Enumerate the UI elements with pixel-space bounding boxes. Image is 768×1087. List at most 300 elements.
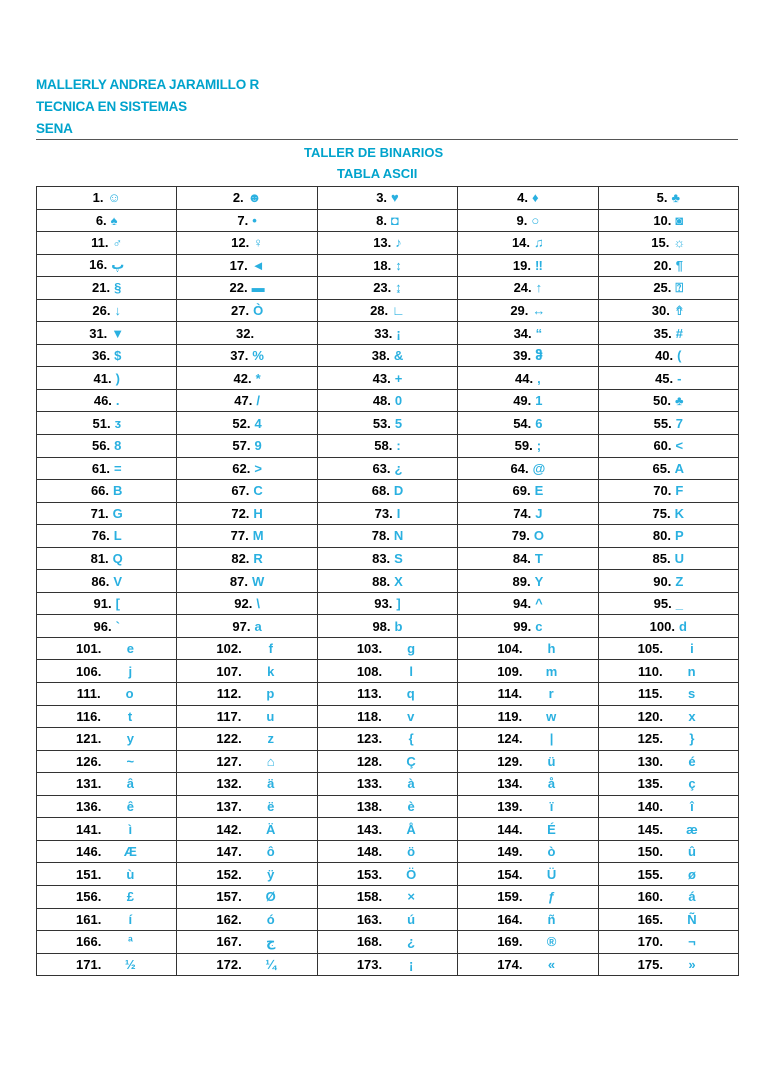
ascii-character: ú (407, 911, 416, 927)
ascii-cell (598, 592, 738, 615)
ascii-cell (37, 885, 177, 908)
ascii-cell (317, 570, 457, 593)
ascii-code: 49. (513, 393, 532, 409)
ascii-character: h (547, 641, 556, 657)
ascii-character: % (252, 348, 264, 364)
ascii-cell (598, 953, 738, 976)
ascii-code: 175. (637, 956, 663, 972)
ascii-character: : (396, 438, 401, 454)
table-row (37, 457, 739, 480)
ascii-cell (317, 795, 457, 818)
table-row (37, 547, 739, 570)
ascii-code: 168. (356, 934, 383, 950)
ascii-character: o (125, 686, 134, 702)
ascii-code: 111. (76, 686, 101, 702)
ascii-code: 81. (90, 551, 109, 567)
ascii-cell (177, 683, 317, 706)
ascii-character: ƒ (547, 889, 556, 905)
ascii-code: 120. (637, 708, 663, 724)
table-row (37, 209, 739, 232)
ascii-cell (598, 547, 738, 570)
ascii-code: 19. (512, 257, 531, 273)
ascii-character: 7 (675, 415, 683, 431)
ascii-code: 160. (637, 889, 663, 905)
ascii-character: Ò (253, 303, 264, 318)
ascii-code: 142. (216, 821, 242, 837)
ascii-cell (37, 931, 177, 954)
ascii-cell (177, 750, 317, 773)
ascii-character: ↔ (532, 303, 546, 318)
ascii-code: 166. (76, 934, 102, 950)
ascii-cell (598, 908, 738, 931)
ascii-code: 161. (76, 911, 102, 927)
ascii-character: ↑ (535, 280, 543, 296)
ascii-character: 6 (535, 415, 543, 431)
ascii-cell (317, 525, 457, 548)
ascii-code: 38. (371, 348, 390, 364)
ascii-character: Ä (266, 821, 276, 837)
ascii-character: q (406, 686, 415, 702)
ascii-code: 86. (91, 573, 110, 589)
ascii-code: 15. (651, 235, 670, 251)
ascii-character: m (545, 663, 558, 679)
ascii-cell (177, 209, 317, 232)
ascii-cell (598, 795, 738, 818)
ascii-character: ¬ (688, 934, 696, 950)
ascii-cell (317, 457, 457, 480)
ascii-code: 154. (497, 866, 523, 882)
ascii-cell (37, 660, 177, 683)
ascii-character: @ (532, 460, 546, 476)
ascii-character: â (126, 776, 134, 792)
table-row (37, 525, 739, 548)
ascii-cell (317, 502, 457, 525)
ascii-cell (458, 795, 598, 818)
ascii-character: , (537, 370, 541, 386)
ascii-code: 122. (216, 731, 242, 747)
ascii-code: 105. (637, 641, 663, 657)
author-name: MALLERLY ANDREA JARAMILLO R (36, 77, 260, 92)
ascii-code: 148. (356, 844, 383, 860)
table-row (37, 637, 739, 660)
ascii-cell (317, 367, 457, 390)
table-row (37, 367, 739, 390)
ascii-code: 36. (92, 348, 111, 364)
ascii-character: G (112, 505, 123, 521)
ascii-character: r (548, 686, 554, 702)
ascii-cell (598, 637, 738, 660)
ascii-cell (598, 299, 738, 322)
ascii-cell (37, 187, 177, 210)
ascii-code: 9. (516, 212, 528, 228)
ascii-character: ♂ (112, 235, 123, 251)
ascii-cell (458, 502, 598, 525)
ascii-cell (317, 660, 457, 683)
table-title: TABLA ASCII (337, 166, 418, 181)
ascii-character: ä (267, 776, 275, 792)
ascii-code: 131. (76, 776, 102, 792)
document-header (36, 74, 259, 140)
ascii-code: 22. (229, 280, 248, 296)
header-divider (36, 139, 738, 140)
ascii-cell (598, 322, 738, 345)
ascii-cell (177, 344, 317, 367)
ascii-code: 169. (497, 934, 523, 950)
ascii-cell (177, 457, 317, 480)
ascii-character: S (394, 551, 403, 567)
ascii-character: ù (126, 866, 135, 882)
ascii-cell (458, 840, 598, 863)
ascii-code: 6. (95, 212, 107, 228)
ascii-character: D (393, 483, 404, 499)
ascii-code: 95. (653, 596, 672, 612)
ascii-cell (177, 637, 317, 660)
ascii-cell (598, 863, 738, 886)
ascii-character: î (690, 799, 694, 815)
ascii-character: * (255, 370, 261, 386)
ascii-code: 155. (637, 866, 663, 882)
ascii-cell (37, 683, 177, 706)
ascii-character: [ (115, 596, 120, 612)
ascii-cell (598, 525, 738, 548)
ascii-code: 71. (90, 505, 109, 521)
ascii-code: 163. (356, 911, 383, 927)
ascii-code: 37. (230, 348, 249, 364)
ascii-code: 60. (653, 438, 672, 454)
table-row (37, 773, 739, 796)
ascii-code: 106. (76, 663, 102, 679)
ascii-character: 9 (254, 438, 262, 454)
table-row (37, 931, 739, 954)
ascii-character: ½ (124, 956, 136, 972)
ascii-code: 126. (76, 753, 102, 769)
ascii-character: ; (536, 438, 542, 454)
ascii-character: 1 (535, 393, 543, 409)
ascii-code: 108. (356, 663, 383, 679)
ascii-cell (458, 660, 598, 683)
ascii-cell (598, 728, 738, 751)
ascii-code: 13. (373, 235, 392, 251)
ascii-character: Ö (406, 866, 417, 882)
ascii-cell (598, 435, 738, 458)
table-row (37, 480, 739, 503)
ascii-code: 132. (216, 776, 242, 792)
ascii-cell (37, 389, 177, 412)
ascii-character: ⌂ (266, 753, 275, 769)
ascii-code: 67. (231, 483, 250, 499)
ascii-code: 96. (93, 618, 112, 634)
ascii-character: J (535, 505, 543, 521)
ascii-cell (458, 322, 598, 345)
ascii-cell (317, 818, 457, 841)
ascii-code: 102. (216, 641, 242, 657)
ascii-character: K (674, 505, 685, 521)
ascii-cell (177, 547, 317, 570)
ascii-code: 100. (649, 618, 675, 634)
ascii-code: 125. (637, 731, 663, 747)
ascii-cell (37, 457, 177, 480)
ascii-cell (458, 863, 598, 886)
ascii-cell (598, 209, 738, 232)
ascii-code: 80. (652, 528, 671, 544)
ascii-character: ~ (126, 753, 135, 769)
ascii-cell (458, 592, 598, 615)
ascii-character: ( (677, 348, 682, 364)
ascii-cell (317, 299, 457, 322)
ascii-code: 85. (652, 551, 671, 567)
table-row (37, 389, 739, 412)
ascii-cell (598, 683, 738, 706)
ascii-cell (598, 840, 738, 863)
ascii-code: 45. (655, 370, 674, 386)
ascii-character: Ñ (687, 911, 697, 927)
ascii-code: 137. (216, 799, 242, 815)
ascii-character: ò (547, 844, 556, 860)
ascii-character: ▬ (251, 280, 265, 296)
ascii-character: E (534, 483, 544, 499)
ascii-code: 99. (513, 618, 532, 634)
ascii-code: 121. (76, 731, 102, 747)
ascii-cell (37, 480, 177, 503)
ascii-cell (37, 705, 177, 728)
ascii-character: ▼ (111, 325, 125, 341)
ascii-code: 3. (376, 190, 388, 206)
ascii-code: 39. (513, 347, 532, 363)
ascii-character: } (689, 731, 695, 747)
ascii-character: ì (128, 821, 133, 837)
ascii-cell (317, 209, 457, 232)
ascii-cell (458, 885, 598, 908)
ascii-cell (458, 637, 598, 660)
ascii-cell (598, 480, 738, 503)
table-row (37, 322, 739, 345)
ascii-character: g (407, 641, 416, 657)
ascii-character: ↓ (114, 303, 121, 318)
ascii-character: ¡ (408, 956, 414, 972)
ascii-cell (458, 457, 598, 480)
ascii-cell (177, 953, 317, 976)
ascii-cell (317, 863, 457, 886)
ascii-code: 74. (513, 505, 532, 521)
ascii-cell (37, 547, 177, 570)
ascii-cell (317, 728, 457, 751)
ascii-code: 40. (655, 348, 674, 364)
ascii-code: 23. (373, 280, 392, 296)
ascii-character: X (394, 573, 403, 589)
ascii-character: F (675, 483, 684, 499)
ascii-character: $ (114, 348, 122, 364)
ascii-code: 156. (76, 889, 102, 905)
ascii-code: 64. (510, 460, 529, 476)
ascii-code: 28. (370, 303, 389, 318)
ascii-cell (177, 660, 317, 683)
ascii-character: b (394, 618, 403, 634)
ascii-code: 118. (357, 708, 382, 724)
ascii-cell (458, 480, 598, 503)
ascii-cell (317, 750, 457, 773)
table-row (37, 344, 739, 367)
ascii-table-body (37, 187, 739, 976)
ascii-character: > (254, 460, 262, 476)
ascii-code: 140. (637, 799, 663, 815)
document-title: TALLER DE BINARIOS (304, 145, 444, 160)
ascii-cell (177, 187, 317, 210)
ascii-code: 21. (92, 280, 111, 296)
ascii-cell (458, 525, 598, 548)
ascii-cell (37, 773, 177, 796)
table-row (37, 615, 739, 638)
table-row (37, 750, 739, 773)
ascii-character: ç (688, 776, 696, 792)
ascii-character: ¼ (265, 956, 277, 972)
table-row (37, 683, 739, 706)
ascii-cell (177, 931, 317, 954)
ascii-cell (177, 435, 317, 458)
ascii-code: 70. (653, 483, 672, 499)
ascii-code: 147. (216, 844, 242, 860)
ascii-character: ` (115, 618, 120, 634)
ascii-character: { (408, 731, 414, 747)
ascii-cell (37, 615, 177, 638)
ascii-cell (37, 818, 177, 841)
ascii-character: û (687, 844, 696, 860)
ascii-cell (177, 502, 317, 525)
ascii-cell (598, 457, 738, 480)
ascii-code: 150. (637, 844, 663, 860)
ascii-code: 62. (232, 460, 251, 476)
ascii-code: 8. (376, 212, 387, 228)
ascii-code: 69. (512, 483, 531, 499)
ascii-character: ⇮ (673, 302, 685, 318)
ascii-code: 46. (93, 393, 112, 409)
ascii-character: ♀ (253, 235, 263, 251)
ascii-cell (458, 931, 598, 954)
ascii-code: 128. (356, 753, 383, 769)
table-row (37, 299, 739, 322)
ascii-cell (598, 570, 738, 593)
ascii-code: 84. (512, 551, 531, 567)
ascii-cell (37, 412, 177, 435)
ascii-code: 75. (652, 505, 671, 521)
ascii-character: P (674, 528, 684, 544)
ascii-character: • (252, 212, 257, 228)
ascii-cell (598, 344, 738, 367)
ascii-character: ჵ (535, 347, 543, 363)
ascii-code: 27. (230, 303, 250, 318)
ascii-character: Z (675, 573, 684, 589)
ascii-code: 109. (497, 663, 523, 679)
ascii-character: è (407, 799, 415, 815)
ascii-code: 72. (231, 505, 250, 521)
ascii-character: Å (406, 821, 416, 837)
ascii-character: Ø (265, 889, 276, 905)
ascii-character: ¿ (407, 934, 416, 950)
ascii-character: à (407, 776, 415, 792)
ascii-code: 83. (372, 551, 391, 567)
ascii-code: 5. (656, 190, 668, 206)
table-row (37, 660, 739, 683)
ascii-character: ¶ (675, 257, 683, 273)
ascii-code: 158. (356, 889, 383, 905)
table-row (37, 277, 739, 300)
ascii-code: 146. (76, 844, 102, 860)
ascii-cell (317, 412, 457, 435)
ascii-character: ○ (531, 212, 540, 228)
ascii-character: = (113, 460, 122, 476)
ascii-character: × (407, 889, 415, 905)
ascii-cell (598, 277, 738, 300)
ascii-code: 18. (373, 257, 392, 273)
ascii-code: 43. (372, 370, 391, 386)
ascii-code: 123. (356, 731, 383, 747)
ascii-character: ☼ (673, 235, 686, 251)
author-role: TECNICA EN SISTEMAS (36, 99, 187, 114)
ascii-cell (458, 547, 598, 570)
ascii-cell (37, 277, 177, 300)
ascii-character: £ (126, 889, 134, 905)
ascii-character: c (535, 618, 543, 634)
ascii-character: ë (267, 799, 275, 815)
ascii-cell (458, 908, 598, 931)
ascii-cell (37, 637, 177, 660)
ascii-character: A (674, 460, 685, 476)
ascii-code: 90. (653, 573, 672, 589)
ascii-cell (458, 412, 598, 435)
ascii-character: u (266, 708, 275, 724)
ascii-character: p (266, 686, 275, 702)
ascii-character: á (688, 889, 696, 905)
ascii-code: 16. (89, 257, 108, 273)
table-row (37, 863, 739, 886)
ascii-cell (317, 254, 457, 277)
ascii-code: 59. (514, 438, 533, 454)
ascii-code: 172. (216, 956, 242, 972)
ascii-cell (598, 389, 738, 412)
ascii-character: 5 (394, 415, 403, 431)
ascii-cell (458, 277, 598, 300)
ascii-cell (458, 232, 598, 255)
ascii-character: ¿ (394, 460, 403, 476)
table-row (37, 592, 739, 615)
ascii-code: 54. (513, 415, 532, 431)
ascii-character: ◘ (390, 212, 399, 228)
ascii-cell (317, 547, 457, 570)
ascii-character: i (690, 641, 694, 657)
ascii-code: 41. (93, 370, 112, 386)
ascii-code: 30. (651, 302, 670, 318)
ascii-cell (177, 525, 317, 548)
ascii-cell (37, 908, 177, 931)
ascii-cell (317, 931, 457, 954)
ascii-code: 162. (216, 911, 242, 927)
ascii-cell (37, 863, 177, 886)
ascii-cell (598, 660, 738, 683)
ascii-character: » (688, 956, 696, 972)
ascii-cell (598, 705, 738, 728)
ascii-cell (37, 367, 177, 390)
ascii-character: ⍰ (675, 279, 684, 295)
table-row (37, 232, 739, 255)
ascii-character: ♦ (531, 190, 539, 206)
ascii-cell (458, 209, 598, 232)
ascii-code: 2. (232, 190, 244, 206)
ascii-code: 1. (92, 190, 104, 206)
ascii-cell (177, 908, 317, 931)
ascii-cell (37, 344, 177, 367)
ascii-cell (177, 232, 317, 255)
ascii-cell (458, 750, 598, 773)
ascii-code: 33. (374, 325, 393, 341)
